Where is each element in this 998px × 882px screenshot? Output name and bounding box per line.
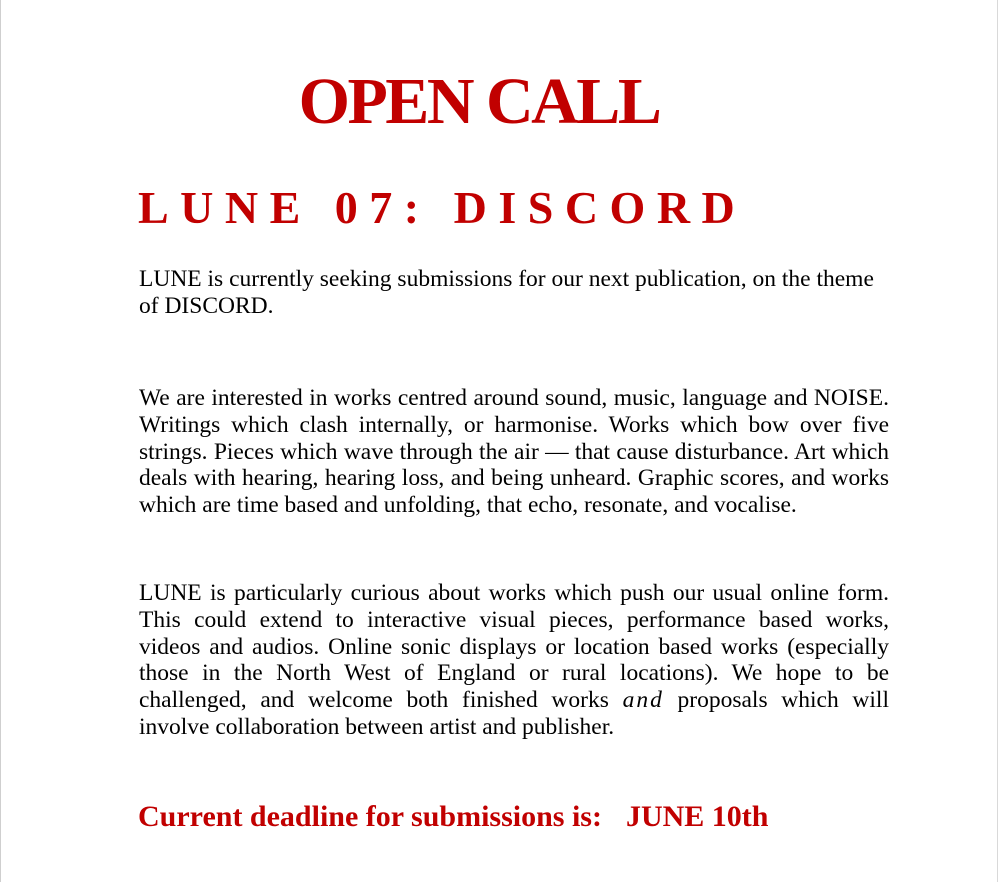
- deadline-date: JUNE 10th: [625, 800, 769, 833]
- formats-paragraph-text-start: LUNE is particularly curious about works which push our usual online form. This could extend to interactive visual pieces, performance based works, videos and audios. Online sonic displays or location based works (especially those in the North West of England or rural locations). We hope to be challenged, and welcome both finished works: [139, 580, 889, 714]
- page-title: OPEN CALL: [298, 65, 660, 138]
- deadline-label: Current deadline for submissions is:: [138, 800, 602, 833]
- intro-paragraph: LUNE is currently seeking submissions for our next publication, on the theme of DISCORD.: [139, 266, 874, 319]
- issue-subtitle: LUNE 07: DISCORD: [138, 182, 747, 233]
- interests-paragraph: We are interested in works centred around sound, music, language and NOISE. Writings which clash internally, or harmonise. Works which bow over five strings. Pieces which wave through the air — that cause disturbance. Art which deals with hearing, hearing loss, and being unheard. Graphic scores, and works which are time based and unfolding, that echo, resonate, and vocalise.: [139, 385, 889, 519]
- formats-paragraph-text-end: proposals which will involve collaboration between artist and publisher.: [139, 687, 889, 740]
- formats-paragraph: [139, 580, 889, 741]
- deadline-line: [138, 798, 768, 836]
- emphasis-word: and: [622, 687, 664, 714]
